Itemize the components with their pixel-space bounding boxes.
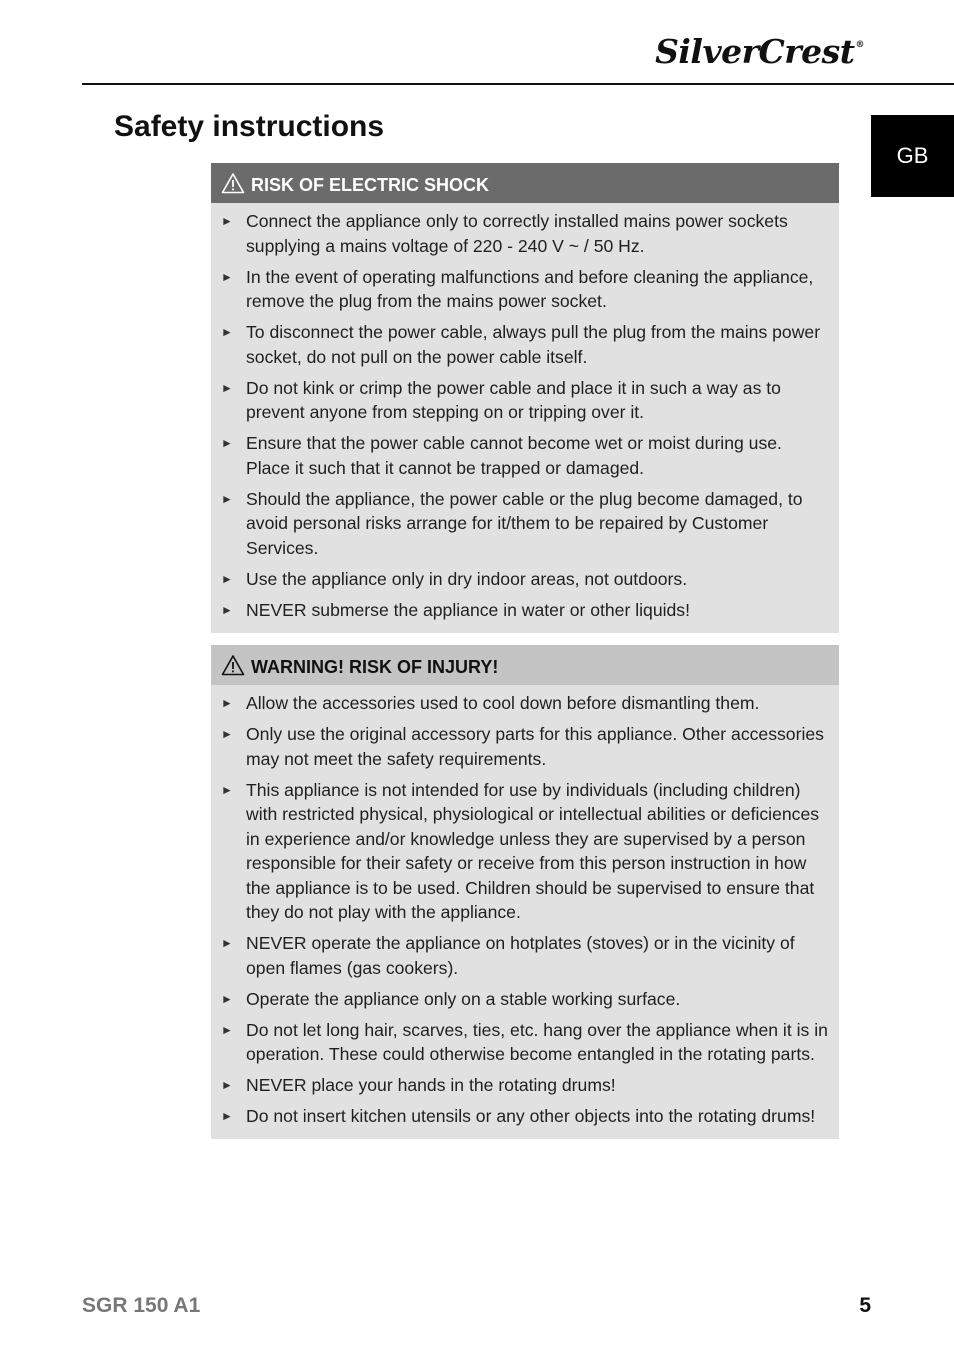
injury-heading (211, 645, 839, 685)
injury-list (211, 685, 839, 1139)
list-item (211, 320, 829, 369)
list-item (211, 265, 829, 314)
language-tab: GB (871, 115, 954, 197)
list-item-text: Connect the appliance only to correctly installed mains power sockets supplying a mains voltage of 220 - 240 V ~ / 50 Hz. (246, 211, 788, 256)
list-item (211, 376, 829, 425)
warning-triangle-icon (221, 172, 245, 194)
list-item-text: Use the appliance only in dry indoor areas, not outdoors. (246, 568, 688, 589)
bullet-arrow-icon: ► (221, 936, 233, 950)
bullet-arrow-icon: ► (221, 214, 233, 228)
list-item-text: Operate the appliance only on a stable working surface. (246, 988, 681, 1009)
list-item (211, 598, 829, 623)
bullet-arrow-icon: ► (221, 436, 233, 450)
list-item (211, 1073, 829, 1098)
list-item (211, 1018, 829, 1067)
footer-model-number: SGR 150 A1 (82, 1294, 201, 1317)
list-item-text: Do not let long hair, scarves, ties, etc. hang over the appliance when it is in operation. These could otherwise become entangled in the rotating parts. (246, 1019, 828, 1064)
list-item-text: Only use the original accessory parts for this appliance. Other accessories may not meet the safety requirements. (246, 724, 824, 769)
list-item-text: Do not insert kitchen utensils or any other objects into the rotating drums! (246, 1106, 816, 1126)
bullet-arrow-icon: ► (221, 1078, 233, 1092)
list-item-text: NEVER operate the appliance on hotplates (stoves) or in the vicinity of open flames (gas cookers). (246, 933, 795, 978)
list-item-text: Do not kink or crimp the power cable and place it in such a way as to prevent anyone from stepping on or tripping over it. (246, 377, 781, 422)
list-item-text: NEVER place your hands in the rotating drums! (246, 1075, 616, 1095)
list-item (211, 987, 829, 1012)
list-item-text: This appliance is not intended for use by individuals (including children) with restricted physical, physiological or intellectual abilities or deficiences in experience and/or knowledge unless they are supervised by a person responsible for their safety or receive from this person instruction in how the appliance is to be used. Children should be supervised to ensure that they do not play with the appliance. (246, 779, 820, 922)
electric-shock-list (211, 203, 839, 633)
bullet-arrow-icon: ► (221, 491, 233, 506)
list-item (211, 691, 829, 716)
electric-shock-heading (211, 163, 839, 203)
bullet-arrow-icon: ► (221, 325, 233, 339)
registered-mark: ® (855, 40, 864, 50)
warning-triangle-icon (221, 654, 245, 676)
brand-name: SilverCrest (655, 32, 855, 71)
injury-warning-box (211, 645, 839, 1139)
list-item (211, 1104, 829, 1129)
list-item (211, 209, 829, 258)
bullet-arrow-icon: ► (221, 602, 233, 617)
list-item-text: Allow the accessories used to cool down before dismantling them. (246, 693, 760, 713)
bullet-arrow-icon: ► (221, 991, 233, 1006)
bullet-arrow-icon: ► (221, 696, 233, 710)
list-item-text: To disconnect the power cable, always pull the plug from the mains power socket, do not pull on the power cable itself. (246, 322, 821, 367)
list-item (211, 487, 829, 561)
bullet-arrow-icon: ► (221, 1109, 233, 1123)
page-title: Safety instructions (114, 110, 385, 143)
bullet-arrow-icon: ► (221, 571, 233, 586)
bullet-arrow-icon: ► (221, 380, 233, 395)
bullet-arrow-icon: ► (221, 782, 233, 797)
list-item-text: NEVER submerse the appliance in water or other liquids! (246, 599, 690, 620)
list-item-text: Should the appliance, the power cable or the plug become damaged, to avoid personal risks arrange for it/them to be repaired by Customer Services. (246, 488, 803, 558)
list-item-text: In the event of operating malfunctions and before cleaning the appliance, remove the plug from the mains power socket. (246, 266, 814, 311)
bullet-arrow-icon: ► (221, 727, 233, 741)
header-rule (82, 83, 954, 85)
list-item (211, 431, 829, 480)
page-number: 5 (859, 1294, 871, 1317)
electric-shock-warning-box (211, 163, 839, 633)
bullet-arrow-icon: ► (221, 269, 233, 284)
list-item-text: Ensure that the power cable cannot become wet or moist during use. Place it such that it cannot be trapped or damaged. (246, 433, 782, 478)
list-item (211, 931, 829, 980)
list-item (211, 567, 829, 592)
list-item (211, 722, 829, 771)
brand-logo (655, 32, 864, 71)
section-heading-text: WARNING! RISK OF INJURY! (251, 656, 499, 677)
section-heading-text: RISK OF ELECTRIC SHOCK (251, 174, 490, 195)
bullet-arrow-icon: ► (221, 1022, 233, 1037)
list-item (211, 778, 829, 925)
